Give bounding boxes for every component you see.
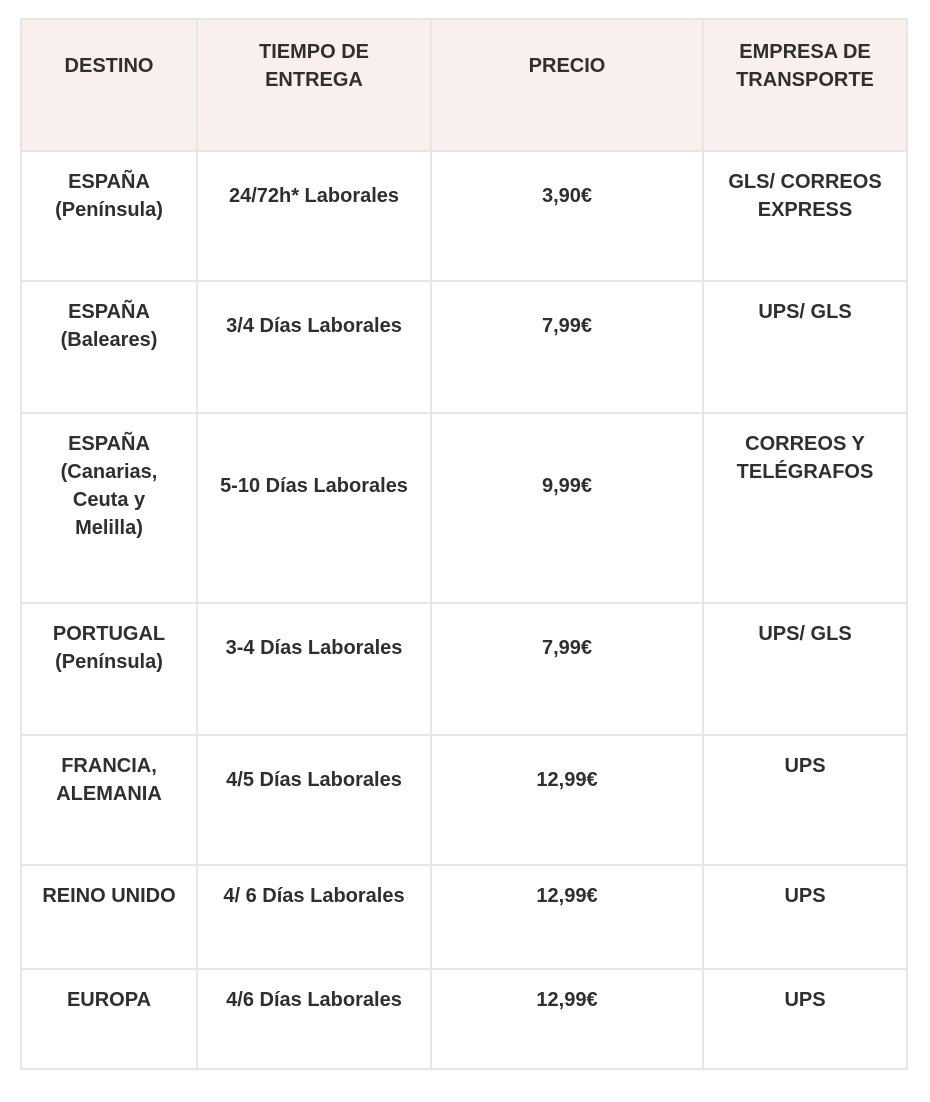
cell-empresa (703, 413, 907, 603)
precio-value: 9,99€ (541, 475, 593, 497)
empresa-line: CORREOS Y (745, 433, 865, 455)
header-tiempo-line1: TIEMPO DE (258, 41, 369, 63)
precio-value: 3,90€ (541, 185, 593, 207)
empresa-line: UPS (784, 885, 826, 907)
empresa-line: GLS/ CORREOS (728, 171, 882, 193)
table-row (21, 735, 907, 865)
cell-precio (431, 865, 703, 969)
tiempo-value: 4/6 Días Laborales (226, 989, 402, 1011)
cell-tiempo (197, 413, 431, 603)
destino-line: FRANCIA, (61, 755, 157, 777)
precio-value: 7,99€ (541, 315, 593, 337)
header-precio-label: PRECIO (528, 55, 606, 77)
header-tiempo-entrega (197, 19, 431, 151)
cell-precio (431, 735, 703, 865)
destino-line: REINO UNIDO (42, 885, 176, 907)
cell-empresa (703, 603, 907, 735)
tiempo-value: 3/4 Días Laborales (226, 315, 402, 337)
empresa-line: TELÉGRAFOS (736, 461, 874, 483)
empresa-line: UPS/ GLS (758, 301, 852, 323)
destino-line: ALEMANIA (56, 783, 162, 805)
empresa-line: UPS (784, 755, 826, 777)
empresa-line: EXPRESS (757, 199, 853, 221)
cell-destino (21, 151, 197, 281)
header-precio (431, 19, 703, 151)
cell-empresa (703, 735, 907, 865)
shipping-rates-table (20, 18, 908, 1070)
table-row (21, 969, 907, 1069)
precio-value: 12,99€ (536, 885, 598, 907)
cell-tiempo (197, 865, 431, 969)
cell-empresa (703, 151, 907, 281)
cell-precio (431, 281, 703, 413)
tiempo-value: 3-4 Días Laborales (225, 637, 403, 659)
tiempo-value: 4/ 6 Días Laborales (223, 885, 405, 907)
destino-line: ESPAÑA (68, 433, 150, 455)
destino-line: (Península) (55, 651, 163, 673)
cell-tiempo (197, 969, 431, 1069)
header-destino-label: DESTINO (64, 55, 154, 77)
cell-destino (21, 281, 197, 413)
cell-empresa (703, 865, 907, 969)
destino-line: ESPAÑA (68, 171, 150, 193)
header-empresa-transporte (703, 19, 907, 151)
tiempo-value: 24/72h* Laborales (228, 185, 400, 207)
table-row (21, 281, 907, 413)
destino-line: ESPAÑA (68, 301, 150, 323)
cell-tiempo (197, 603, 431, 735)
header-empresa-line2: TRANSPORTE (736, 69, 874, 91)
cell-precio (431, 151, 703, 281)
table-row (21, 151, 907, 281)
cell-destino (21, 735, 197, 865)
cell-empresa (703, 281, 907, 413)
cell-tiempo (197, 151, 431, 281)
destino-line: (Canarias, (60, 461, 158, 483)
table-row (21, 865, 907, 969)
destino-line: EUROPA (66, 989, 152, 1011)
header-empresa-line1: EMPRESA DE (739, 41, 871, 63)
empresa-line: UPS/ GLS (758, 623, 852, 645)
destino-line: (Baleares) (60, 329, 158, 351)
cell-precio (431, 969, 703, 1069)
table-row (21, 603, 907, 735)
cell-destino (21, 865, 197, 969)
tiempo-value: 4/5 Días Laborales (226, 769, 402, 791)
cell-destino (21, 603, 197, 735)
tiempo-value: 5-10 Días Laborales (220, 475, 408, 497)
destino-line: Ceuta y (72, 489, 146, 511)
header-destino (21, 19, 197, 151)
header-tiempo-line2: ENTREGA (265, 69, 363, 91)
destino-line: Melilla) (75, 517, 143, 539)
precio-value: 12,99€ (536, 989, 598, 1011)
cell-precio (431, 413, 703, 603)
cell-tiempo (197, 281, 431, 413)
cell-tiempo (197, 735, 431, 865)
cell-destino (21, 413, 197, 603)
cell-empresa (703, 969, 907, 1069)
destino-line: (Península) (55, 199, 163, 221)
table-header-row (21, 19, 907, 151)
cell-destino (21, 969, 197, 1069)
precio-value: 12,99€ (536, 769, 598, 791)
table-row (21, 413, 907, 603)
empresa-line: UPS (784, 989, 826, 1011)
destino-line: PORTUGAL (52, 623, 166, 645)
cell-precio (431, 603, 703, 735)
precio-value: 7,99€ (541, 637, 593, 659)
